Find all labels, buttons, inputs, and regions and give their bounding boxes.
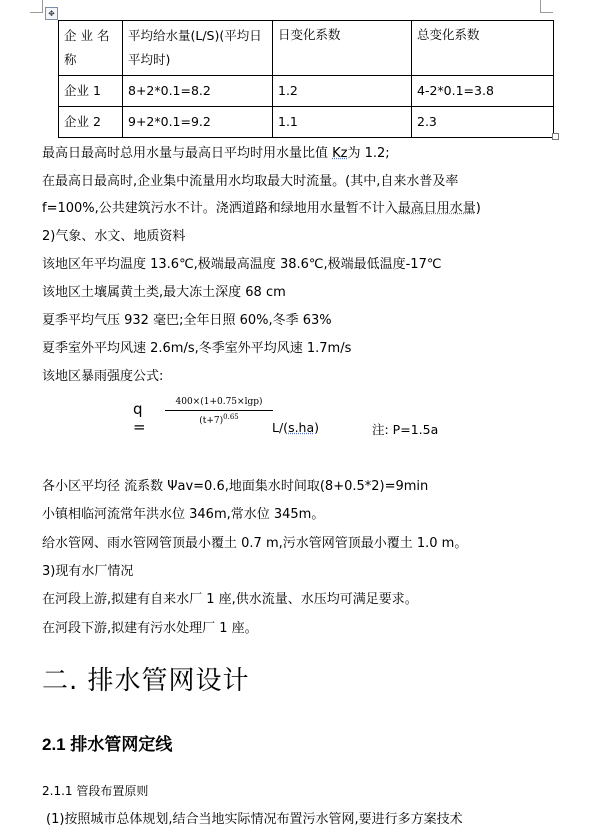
table-move-handle-icon[interactable]: ✥ [45, 7, 58, 20]
text-run: ) [314, 420, 320, 435]
concentrated-flow-line-2 [42, 197, 481, 216]
formula-numerator: 400×(1+0.75×lgp) [175, 397, 263, 407]
table-cell[interactable]: 2.3 [412, 107, 554, 138]
kz-ratio-line [42, 142, 390, 161]
temperature-line: 该地区年平均温度 13.6℃,极端最高温度 38.6℃,极端最低温度-17℃ [42, 257, 442, 272]
table-cell[interactable]: 企业 2 [59, 107, 123, 138]
crop-mark-top-right [540, 0, 553, 13]
formula-exponent: 0.65 [223, 413, 239, 421]
table-row [59, 107, 554, 138]
formula-unit [272, 420, 319, 435]
cover-depth-line: 给水管网、雨水管网管顶最小覆土 0.7 m,污水管网管顶最小覆土 1.0 m。 [42, 536, 468, 551]
table-cell[interactable]: 4-2*0.1=3.8 [412, 76, 554, 107]
storm-intro-line: 该地区暴雨强度公式: [42, 369, 164, 384]
soil-line: 该地区土壤属黄土类,最大冻土深度 68 cm [42, 285, 286, 300]
text-run: ) [475, 201, 481, 216]
table-cell[interactable]: 1.1 [273, 107, 412, 138]
header-cell[interactable]: 日变化系数 [273, 21, 412, 76]
table-cell[interactable]: 企业 1 [59, 76, 123, 107]
section-plants-heading: 3)现有水厂情况 [42, 564, 134, 579]
table-resize-handle[interactable] [552, 133, 559, 140]
table-header-row [59, 21, 554, 76]
subsection-heading: 2.1.1 管段布置原则 [42, 784, 149, 798]
table-cell[interactable]: 8+2*0.1=8.2 [123, 76, 273, 107]
chapter-heading: 二. 排水管网设计 [42, 666, 250, 696]
runoff-line: 各小区平均径 流系数 Ψav=0.6,地面集水时间取(8+0.5*2)=9min [42, 479, 429, 494]
wind-line: 夏季室外平均风速 2.6m/s,冬季室外平均风速 1.7m/s [42, 341, 352, 356]
formula-denominator: $(t+7)^{0.65}$ [199, 413, 239, 426]
header-cell[interactable]: 总变化系数 [412, 21, 554, 76]
header-cell[interactable]: 平均给水量(L/S)(平均日平均时) [123, 21, 273, 76]
kz-symbol: Kz [332, 146, 348, 161]
table-cell[interactable]: 1.2 [273, 76, 412, 107]
concentrated-flow-line-1: 在最高日最高时,企业集中流量用水均取最大时流量。(其中,自来水普及率 [42, 174, 459, 189]
text-run: L/( [272, 420, 289, 435]
text-run: 最高日用水量 [397, 201, 476, 216]
table-row [59, 76, 554, 107]
enterprise-water-table [58, 20, 554, 138]
principle-line-1: (1)按照城市总体规划,结合当地实际情况布置污水管网,要进行多方案技术 [46, 812, 463, 827]
formula-note: 注: P=1.5a [372, 422, 439, 437]
pressure-line: 夏季平均气压 932 毫巴;全年日照 60%,冬季 63% [42, 313, 332, 328]
fraction-bar [165, 410, 273, 411]
crop-mark-top-left [30, 0, 43, 13]
text-run: 最高日最高时总用水量与最高日平均时用水量比值 [42, 146, 333, 161]
upstream-line: 在河段上游,拟建有自来水厂 1 座,供水流量、水压均可满足要求。 [42, 592, 418, 607]
downstream-line: 在河段下游,拟建有污水处理厂 1 座。 [42, 621, 258, 636]
formula-fraction [165, 396, 273, 427]
header-cell[interactable]: 企 业 名称 [59, 21, 123, 76]
section-climate-heading: 2)气象、水文、地质资料 [42, 229, 186, 244]
river-level-line: 小镇相临河流常年洪水位 346m,常水位 345m。 [42, 507, 325, 522]
section-heading: 2.1 排水管网定线 [42, 735, 173, 754]
table-cell[interactable]: 9+2*0.1=9.2 [123, 107, 273, 138]
text-run: 为 1.2; [347, 146, 390, 161]
text-run: s.ha [288, 420, 315, 435]
formula-lhs: q = [133, 400, 146, 436]
text-run: f=100%,公共建筑污水不计。浇洒道路和绿地用水量暂不计入 [42, 201, 398, 216]
